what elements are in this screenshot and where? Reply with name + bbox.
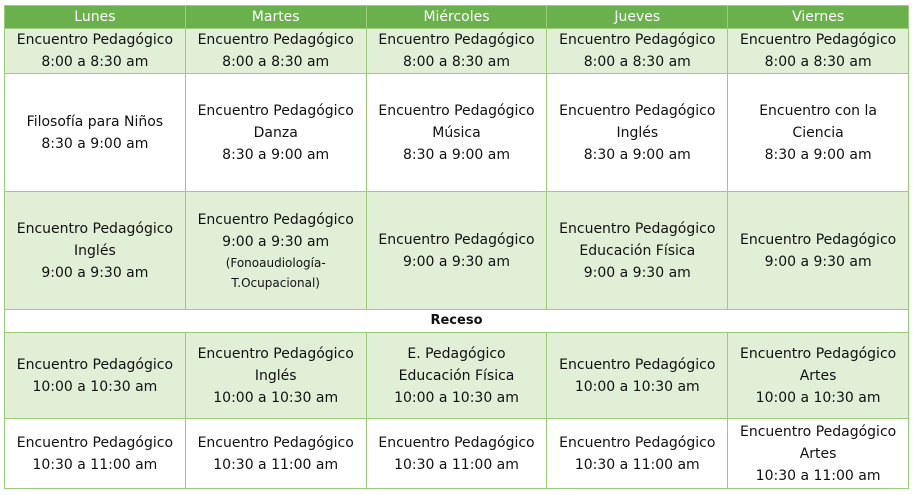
day-header-lunes: Lunes — [5, 6, 186, 29]
cell-line: Encuentro Pedagógico — [16, 32, 174, 48]
cell-line: Encuentro Pedagógico — [16, 356, 174, 373]
schedule-table — [4, 5, 909, 489]
cell-line: Encuentro Pedagógico — [378, 231, 535, 248]
cell-line: Encuentro Pedagógico — [739, 423, 897, 440]
cell-line: Ciencia — [792, 124, 844, 141]
cell-line: 8:30 a 9:00 am — [402, 146, 510, 163]
cell-line: Música — [432, 124, 481, 141]
cell-line: 8:30 a 9:00 am — [222, 146, 330, 163]
cell-line: Encuentro Pedagógico — [559, 102, 716, 119]
cell-line: Inglés — [74, 242, 116, 259]
schedule-cell — [366, 74, 547, 192]
cell-line: 9:00 a 9:30 am — [402, 253, 510, 270]
schedule-cell — [185, 29, 366, 74]
cell-line: E. Pedagógico — [407, 345, 506, 362]
cell-line: 10:30 a 11:00 am — [574, 456, 700, 473]
cell-line: 10:00 a 10:30 am — [394, 389, 519, 406]
cell-line: 10:00 a 10:30 am — [213, 389, 339, 406]
cell-line: 8:00 a 8:30 am — [583, 54, 691, 70]
cell-line: 10:30 a 11:00 am — [32, 456, 158, 473]
schedule-cell — [185, 333, 366, 419]
cell-line: Encuentro Pedagógico — [378, 434, 535, 451]
cell-line: Encuentro Pedagógico — [739, 32, 897, 48]
schedule-cell — [5, 29, 186, 74]
cell-line: Encuentro Pedagógico — [16, 220, 174, 237]
cell-line: Encuentro Pedagógico — [739, 231, 897, 248]
schedule-cell — [547, 29, 728, 74]
day-header-miercoles: Miércoles — [366, 6, 547, 29]
cell-line: 9:00 a 9:30 am — [222, 233, 330, 250]
schedule-row — [5, 29, 909, 74]
cell-line: 10:30 a 11:00 am — [213, 456, 339, 473]
cell-line: 9:00 a 9:30 am — [583, 264, 691, 281]
schedule-cell — [728, 192, 909, 310]
day-header-martes: Martes — [185, 6, 366, 29]
schedule-cell — [547, 192, 728, 310]
cell-line: 8:30 a 9:00 am — [583, 146, 691, 163]
schedule-cell — [185, 74, 366, 192]
cell-line: 8:00 a 8:30 am — [764, 54, 872, 70]
cell-line: 10:30 a 11:00 am — [394, 456, 519, 473]
cell-line: Encuentro Pedagógico — [559, 434, 716, 451]
cell-line: 10:00 a 10:30 am — [755, 389, 881, 406]
schedule-row — [5, 419, 909, 489]
schedule-cell — [366, 192, 547, 310]
cell-line: Encuentro Pedagógico — [197, 32, 354, 48]
schedule-row — [5, 74, 909, 192]
day-header-jueves: Jueves — [547, 6, 728, 29]
cell-line: Encuentro Pedagógico — [559, 32, 716, 48]
cell-line: Inglés — [254, 367, 297, 384]
cell-line: 8:00 a 8:30 am — [41, 54, 149, 70]
cell-line: 9:00 a 9:30 am — [41, 264, 149, 281]
schedule-cell — [5, 192, 186, 310]
cell-line: Encuentro Pedagógico — [559, 356, 716, 373]
cell-line: Encuentro Pedagógico — [197, 434, 354, 451]
schedule-cell — [728, 419, 909, 489]
cell-line: Encuentro Pedagógico — [16, 434, 174, 451]
cell-line: Educación Física — [579, 242, 696, 259]
cell-line: Danza — [253, 124, 298, 141]
cell-line: Educación Física — [398, 367, 515, 384]
header-row — [5, 6, 909, 29]
schedule-cell — [547, 74, 728, 192]
schedule-cell — [366, 29, 547, 74]
cell-line: 10:00 a 10:30 am — [32, 378, 158, 395]
cell-line: Encuentro Pedagógico — [559, 220, 716, 237]
cell-line: (Fonoaudiología- — [225, 255, 326, 270]
break-label: Receso — [5, 310, 909, 333]
schedule-cell — [728, 333, 909, 419]
cell-line: Artes — [799, 367, 837, 384]
cell-line: Artes — [799, 445, 837, 462]
cell-line: Filosofía para Niños — [26, 113, 164, 130]
schedule-cell — [728, 74, 909, 192]
cell-line: 8:00 a 8:30 am — [222, 54, 330, 70]
cell-line: 8:30 a 9:00 am — [764, 146, 872, 163]
schedule-cell — [5, 419, 186, 489]
cell-line: Encuentro Pedagógico — [197, 211, 354, 228]
cell-line: 9:00 a 9:30 am — [764, 253, 872, 270]
schedule-cell — [185, 419, 366, 489]
break-row — [5, 310, 909, 333]
cell-line: T.Ocupacional) — [231, 275, 320, 290]
schedule-cell — [5, 74, 186, 192]
schedule-cell — [728, 29, 909, 74]
schedule-cell — [547, 419, 728, 489]
schedule-cell — [5, 333, 186, 419]
schedule-cell — [547, 333, 728, 419]
schedule-row — [5, 192, 909, 310]
cell-line: 10:30 a 11:00 am — [755, 467, 881, 484]
schedule-cell — [366, 419, 547, 489]
cell-line: Encuentro Pedagógico — [378, 32, 535, 48]
schedule-cell — [366, 333, 547, 419]
schedule-cell — [185, 192, 366, 310]
cell-line: Encuentro Pedagógico — [378, 102, 535, 119]
cell-line: Encuentro Pedagógico — [739, 345, 897, 362]
cell-line: 8:30 a 9:00 am — [41, 135, 149, 152]
day-header-viernes: Viernes — [728, 6, 909, 29]
cell-line: Encuentro Pedagógico — [197, 345, 354, 362]
cell-line: 10:00 a 10:30 am — [574, 378, 700, 395]
cell-line: Encuentro con la — [759, 102, 877, 119]
cell-line: Encuentro Pedagógico — [197, 102, 354, 119]
schedule-row — [5, 333, 909, 419]
cell-line: Inglés — [616, 124, 659, 141]
cell-line: 8:00 a 8:30 am — [402, 54, 510, 70]
